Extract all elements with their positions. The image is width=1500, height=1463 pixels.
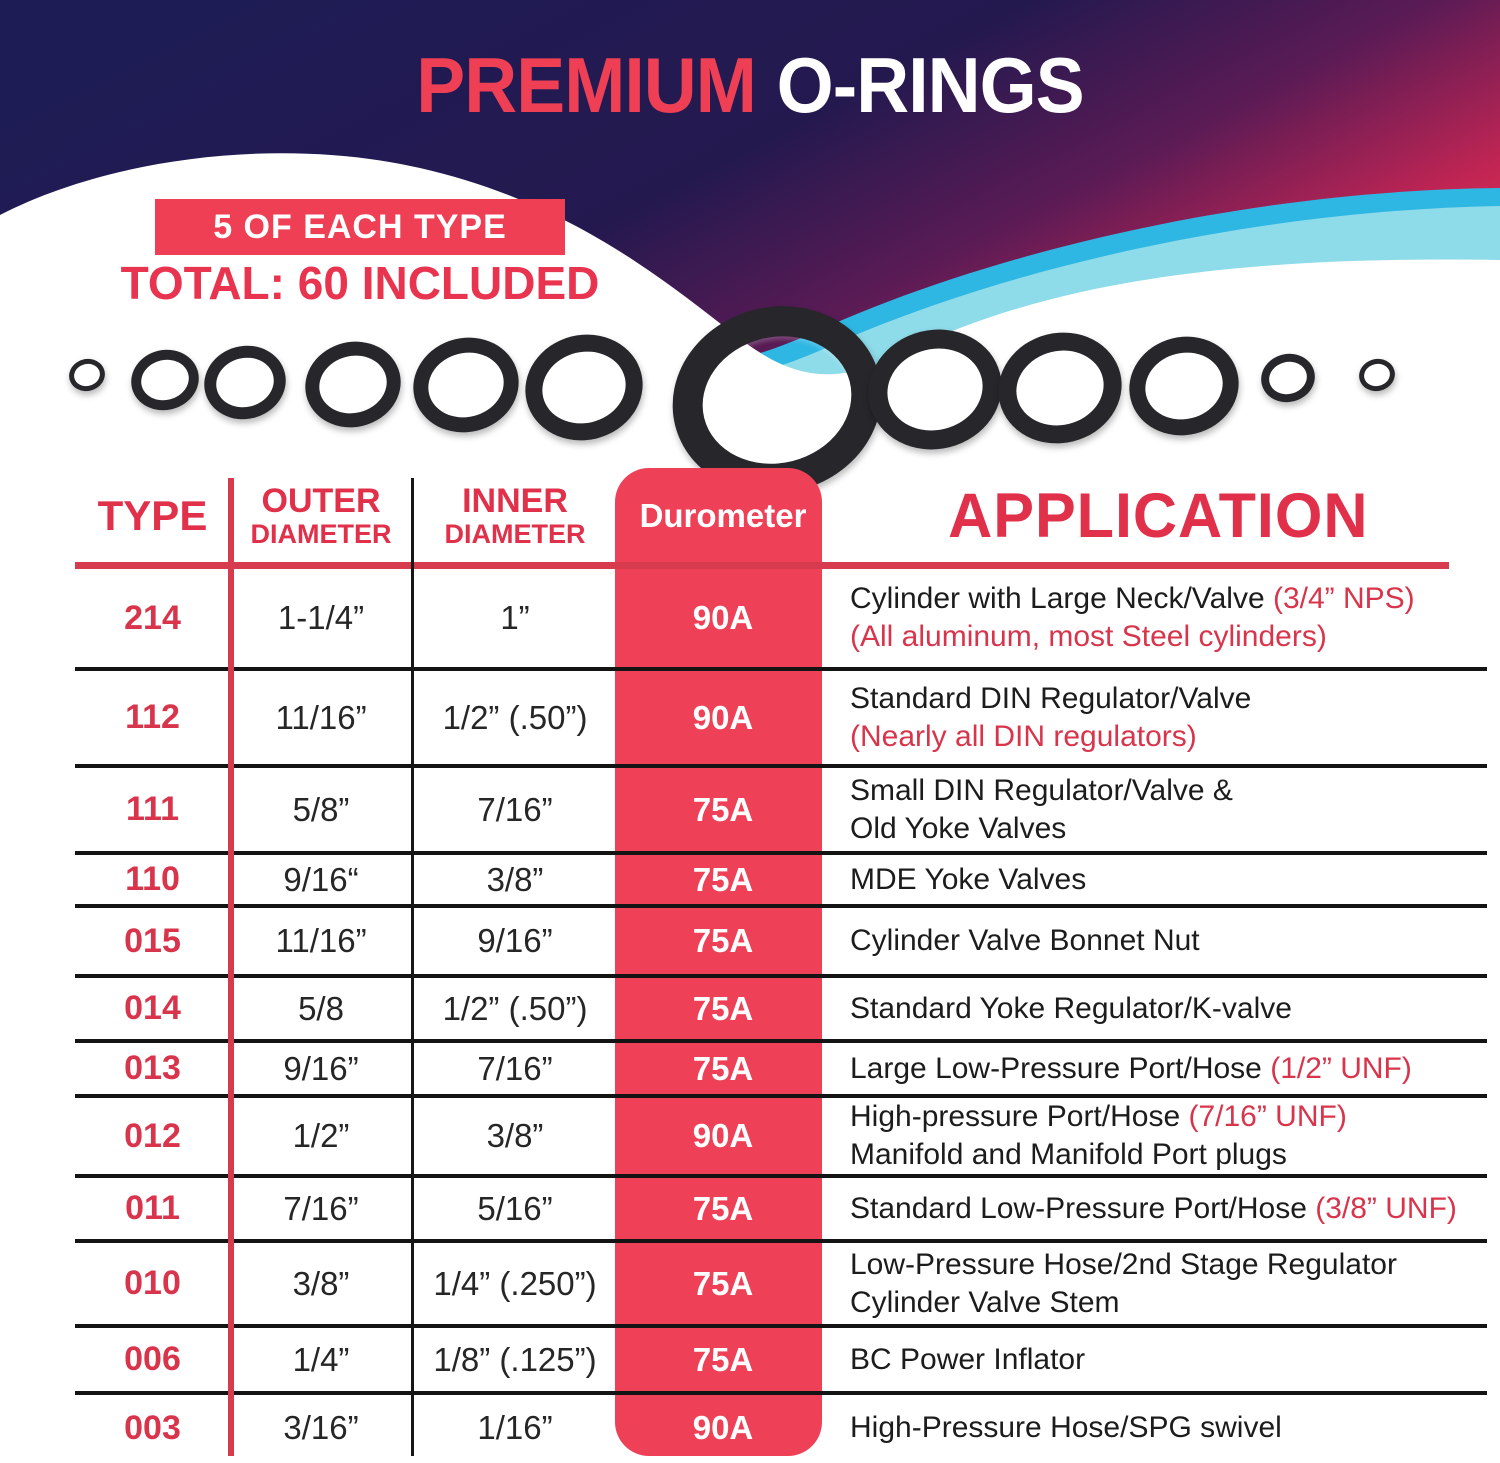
cell-outer-diameter: 5/8 [298,989,344,1027]
table-row-214 [75,569,1487,671]
cell-inner-diameter: 1/16” [477,1409,553,1446]
application-line [850,1409,1487,1447]
oring-1 [66,355,109,395]
cell-application [828,680,1487,756]
cell-inner-diameter: 1/2” (.50”) [442,698,588,736]
cell-type: 111 [126,790,179,828]
table-header-row [75,470,1487,562]
oring-2 [125,343,205,418]
cell-outer-diameter: 11/16” [275,698,367,736]
table-row-112 [75,671,1487,768]
cell-outer-diameter: 1-1/4” [277,599,365,636]
cell-application [828,1050,1487,1088]
table-row-110 [75,855,1487,908]
cell-type: 014 [124,989,181,1027]
cell-inner-diameter: 3/8” [486,860,544,898]
cell-inner-diameter: 1” [500,599,530,636]
col-header-outer-diameter: OUTER DIAMETER [250,482,392,549]
cell-durometer: 75A [692,989,754,1027]
table-rows [75,569,1487,1461]
cell-durometer: 75A [692,1189,754,1227]
count-badge: 5 OF EACH TYPE [155,199,565,255]
cell-durometer: 90A [692,1409,754,1446]
application-text-red: (3/8” UNF) [1315,1191,1457,1225]
application-text: High-Pressure Hose/SPG swivel [850,1411,1282,1444]
application-line [850,1136,1487,1174]
application-text: Low-Pressure Hose/2nd Stage Regulator [850,1247,1397,1281]
cell-application [828,1098,1487,1174]
cell-type: 112 [125,698,180,736]
cell-outer-diameter: 9/16“ [283,860,359,898]
table-row-111 [75,768,1487,855]
table-row-006 [75,1328,1487,1395]
cell-application [828,772,1487,848]
cell-outer-diameter: 1/2” [292,1117,350,1154]
cell-durometer: 90A [692,599,754,636]
table-row-003 [75,1395,1487,1461]
cell-durometer: 90A [692,1117,754,1154]
table-row-015 [75,908,1487,978]
oring-4 [296,331,410,437]
cell-inner-diameter: 7/16” [477,1049,553,1087]
divider-type-outer [228,478,234,1456]
cell-inner-diameter: 9/16” [477,922,553,959]
application-text: Standard DIN Regulator/Valve [850,681,1252,715]
cell-inner-diameter: 7/16” [477,790,553,828]
cell-outer-diameter: 11/16” [275,922,367,959]
cell-type: 010 [124,1264,181,1302]
cell-application [828,1246,1487,1322]
application-text: Cylinder Valve Bonnet Nut [850,924,1200,957]
application-text: Cylinder Valve Stem [850,1285,1120,1319]
table-row-013 [75,1043,1487,1098]
total-included-label: TOTAL: 60 INCLUDED [120,257,600,309]
oring-6 [514,322,654,452]
cell-outer-diameter: 5/8” [292,790,350,828]
oring-3 [196,337,293,428]
application-text-red: (All aluminum, most Steel cylinders) [850,620,1327,653]
cell-type: 011 [125,1189,180,1227]
application-line [850,618,1487,656]
application-line [850,1284,1487,1322]
col-header-durometer: Durometer [639,497,807,534]
application-text: Small DIN Regulator/Valve & [850,773,1233,807]
cell-application [828,1341,1487,1379]
header-underline [75,562,1449,569]
spec-table [75,470,1487,1463]
cell-durometer: 75A [692,860,754,898]
application-line [850,718,1487,756]
cell-inner-diameter: 1/2” (.50”) [442,989,588,1027]
application-text: Standard Low-Pressure Port/Hose [850,1191,1316,1225]
oring-9 [987,320,1134,457]
application-line [850,861,1487,899]
cell-durometer: 75A [692,1340,754,1378]
application-text: Old Yoke Valves [850,811,1067,845]
cell-application [828,861,1487,899]
cell-inner-diameter: 5/16” [477,1189,553,1227]
application-text-red: (Nearly all DIN regulators) [850,719,1197,753]
cell-outer-diameter: 9/16” [283,1049,359,1087]
cell-type: 012 [124,1116,181,1155]
table-row-014 [75,978,1487,1043]
application-text: Standard Yoke Regulator/K-valve [850,991,1292,1025]
application-text: High-pressure Port/Hose [850,1100,1189,1133]
application-text-red: (7/16” UNF) [1188,1100,1347,1133]
oring-5 [403,327,529,444]
cell-durometer: 75A [692,1264,754,1302]
application-line [850,922,1487,960]
cell-type: 110 [125,860,180,898]
cell-inner-diameter: 3/8” [486,1117,544,1154]
col-header-inner-diameter: INNER DIAMETER [444,482,586,549]
application-line [850,1050,1487,1088]
application-line [850,1341,1487,1379]
cell-outer-diameter: 3/8” [292,1264,350,1302]
table-row-011 [75,1178,1487,1243]
oring-8 [856,315,1015,463]
application-line [850,680,1487,718]
cell-type: 006 [124,1340,181,1378]
cell-durometer: 75A [692,1049,754,1087]
cell-outer-diameter: 7/16” [283,1189,359,1227]
application-line [850,580,1487,618]
table-row-012 [75,1098,1487,1178]
cell-durometer: 75A [692,922,754,959]
cell-type: 214 [124,598,181,637]
application-line [850,810,1487,848]
oring-10 [1119,325,1249,447]
application-text-red: (1/2” UNF) [1270,1051,1412,1085]
oring-11 [1256,348,1320,408]
cell-application [828,990,1487,1028]
cell-inner-diameter: 1/4” (.250”) [433,1264,597,1302]
table-row-010 [75,1243,1487,1328]
oring-12 [1356,355,1399,395]
cell-application [828,1190,1487,1228]
application-text: Manifold and Manifold Port plugs [850,1138,1287,1171]
col-header-application: APPLICATION [948,481,1369,551]
cell-durometer: 90A [692,698,754,736]
cell-outer-diameter: 3/16” [283,1409,359,1446]
divider-outer-inner [411,478,414,1456]
application-text: BC Power Inflator [850,1342,1086,1376]
application-line [850,772,1487,810]
cell-application [828,1409,1487,1447]
cell-application [828,580,1487,656]
cell-type: 003 [124,1408,181,1447]
application-line [850,1246,1487,1284]
cell-type: 013 [124,1049,181,1087]
application-text: Cylinder with Large Neck/Valve [850,582,1273,615]
cell-inner-diameter: 1/8” (.125”) [433,1340,597,1378]
cell-type: 015 [124,921,181,960]
cell-application [828,922,1487,960]
cell-durometer: 75A [692,790,754,828]
application-text: Large Low-Pressure Port/Hose [850,1051,1271,1085]
cell-outer-diameter: 1/4” [292,1340,350,1378]
application-text-red: (3/4” NPS) [1272,582,1415,615]
page-title-orings: O-RINGS [776,41,1084,129]
application-line [850,1190,1487,1228]
application-line [850,990,1487,1028]
col-header-type: TYPE [97,492,208,539]
application-line [850,1098,1487,1136]
application-text: MDE Yoke Valves [850,862,1087,896]
page-title-premium: PREMIUM [416,41,756,129]
orings-photo [0,0,1500,470]
